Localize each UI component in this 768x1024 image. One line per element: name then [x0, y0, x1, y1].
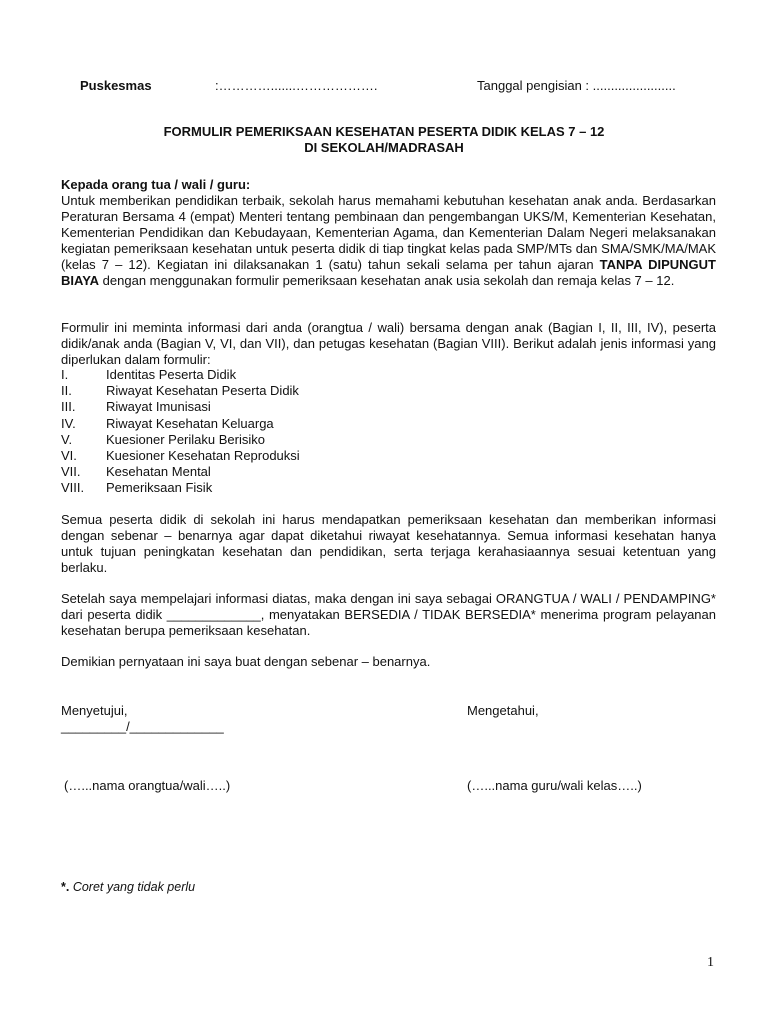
- parent-name-placeholder: (…...nama orangtua/wali…..): [64, 778, 231, 793]
- footnote: [61, 880, 195, 894]
- footnote-marker: *.: [61, 880, 70, 894]
- intro-emphasis: TANPA DIPUNGUT BIAYA: [61, 257, 716, 288]
- intro-text: Untuk memberikan pendidikan terbaik, sekolah harus memahami kebutuhan kesehatan anak anda. Berdasarkan Peraturan Bersama 4 (empat) Menteri tentang pembinaan dan pengembangan UKS/M, Kementerian Kesehatan, Kementerian Pendidikan dan Kebudayaan, Kementerian Agama, dan Kementerian Dalam Negeri melaksanakan kegiatan pemeriksaan kesehatan untuk peserta didik di tiap tingkat kelas pada SMP/MTs dan SMA/SMK/MA/MAK (kelas 7 – 12). Kegiatan ini dilaksanakan 1 (satu) tahun sekali selama per tahun ajaran: [61, 193, 716, 272]
- greeting: Kepada orang tua / wali / guru:: [61, 177, 251, 192]
- form-title-line1: FORMULIR PEMERIKSAAN KESEHATAN PESERTA DIDIK KELAS 7 – 12: [163, 124, 605, 139]
- teacher-name-placeholder: (…...nama guru/wali kelas…..): [467, 778, 642, 793]
- consent-paragraph: Setelah saya mempelajari informasi diatas, maka dengan ini saya sebagai ORANGTUA / WALI / PENDAMPING* dari peserta didik _____________, menyatakan BERSEDIA / TIDAK BERSEDIA* menerima program pelayanan kesehatan berupa pemeriksaan kesehatan.: [61, 591, 716, 638]
- section-list: [61, 367, 300, 497]
- form-title: [0, 124, 768, 156]
- list-item: III. Riwayat Imunisasi: [61, 399, 211, 415]
- list-item: VIII. Pemeriksaan Fisik: [61, 480, 213, 496]
- list-item: IV. Riwayat Kesehatan Keluarga: [61, 415, 274, 431]
- list-item: VI. Kuesioner Kesehatan Reproduksi: [61, 448, 300, 464]
- intro-text-end: dengan menggunakan formulir pemeriksaan kesehatan anak usia sekolah dan remaja kelas 7 – 12.: [99, 273, 675, 288]
- puskesmas-label: Puskesmas: [80, 78, 152, 93]
- acknowledgement-label: Mengetahui,: [467, 703, 539, 718]
- tanggal-pengisian: Tanggal pengisian : .......................: [477, 78, 676, 93]
- puskesmas-field: :………….......……………….: [215, 78, 378, 93]
- form-title-line2: DI SEKOLAH/MADRASAH: [304, 140, 464, 155]
- confidentiality-paragraph: Semua peserta didik di sekolah ini harus mendapatkan pemeriksaan kesehatan dan memberikan informasi dengan sebenar – benarnya agar dapat diketahui riwayat kesehatannya. Semua informasi kesehatan hanya untuk tujuan peningkatan kesehatan dan pendidikan, serta terjaga kerahasiaannya sesuai ketentuan yang berlaku.: [61, 512, 716, 575]
- footnote-text: Coret yang tidak perlu: [69, 880, 196, 894]
- list-item: II. Riwayat Kesehatan Peserta Didik: [61, 383, 299, 399]
- form-info-paragraph: Formulir ini meminta informasi dari anda (orangtua / wali) bersama dengan anak (Bagian I, II, III, IV), peserta didik/anak anda (Bagian V, VI, dan VII), dan petugas kesehatan (Bagian VIII). Berikut adalah jenis informasi yang diperlukan dalam formulir:: [61, 320, 716, 367]
- list-item: VII. Kesehatan Mental: [61, 464, 211, 480]
- intro-paragraph: [61, 193, 716, 289]
- approval-label: Menyetujui,: [61, 703, 128, 718]
- page-number: 1: [707, 955, 714, 970]
- closing-statement: Demikian pernyataan ini saya buat dengan sebenar – benarnya.: [61, 654, 431, 669]
- date-signature-line: _________/_____________: [61, 719, 224, 734]
- list-item: V. Kuesioner Perilaku Berisiko: [61, 431, 265, 447]
- list-item: I. Identitas Peserta Didik: [61, 367, 237, 382]
